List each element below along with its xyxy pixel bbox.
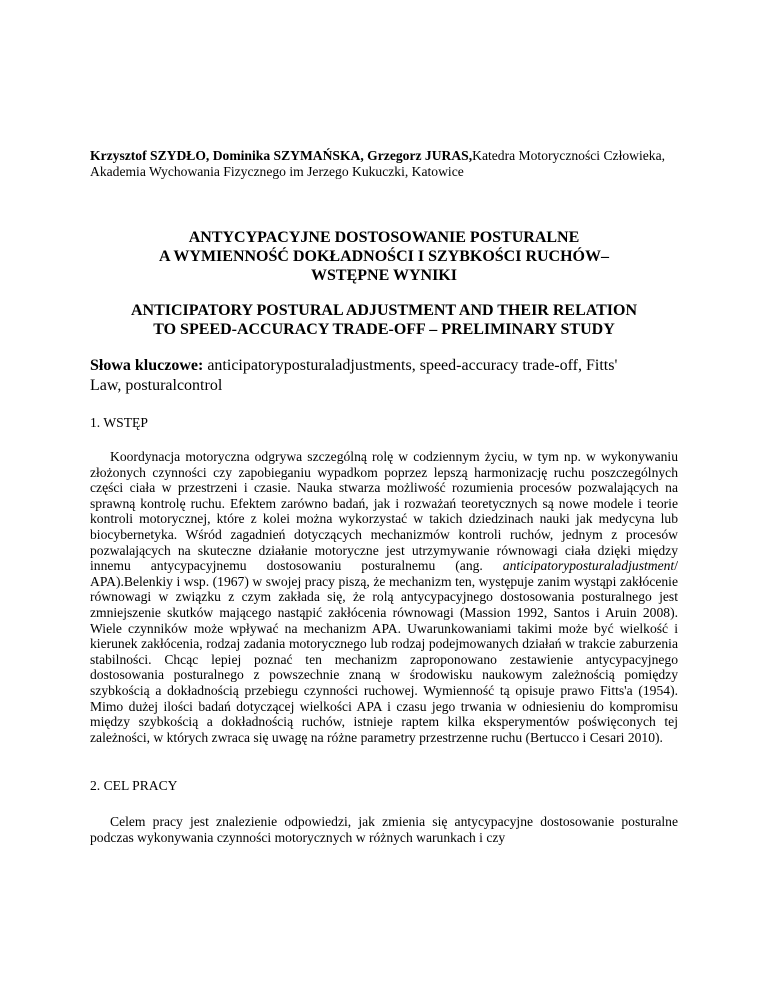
introduction-paragraph [90,449,678,745]
document-page [90,148,678,845]
author-names: Krzysztof SZYDŁO, Dominika SZYMAŃSKA, Grzegorz JURAS, [90,148,473,163]
section-heading-aim: 2. CEL PRACY [90,778,178,794]
aim-paragraph: Celem pracy jest znalezienie odpowiedzi, jak zmienia się antycypacyjne dostosowanie posturalne podczas wykonywania czynności motorycznych w różnych warunkach i czy [90,814,678,845]
title-polish-line-1: ANTYCYPACYJNE DOSTOSOWANIE POSTURALNE [188,229,580,246]
keywords-label: Słowa kluczowe: [90,357,204,374]
introduction-text-1: Koordynacja motoryczna odgrywa szczególną rolę w codziennym życiu, w tym np. w wykonywaniu złożonych czynności czy zapobieganiu wypadkom poprzez lepszą harmonizację ruchu poszczególnych części ciała w przestrzeni i czasie. Nauka stwarza możliwość rozumienia procesów pozwalających na sprawną kontrolę ruchu. Efektem zarówno badań, jak i rozważań teoretycznych są nowe modele i teorie kontroli motorycznej, które z kolei można wykorzystać w takich dziedzinach nauki jak medycyna lub biocybernetyka. Wśród zagadnień dotyczących mechanizmów kontroli ruchów, jednym z procesów pozwalających na skuteczne działanie motoryczne jest utrzymywanie równowagi ciała dzięki między innemu antycypacyjnemu dostosowaniu posturalnemu (ang. [90,449,678,574]
title-english-line-1: ANTICIPATORY POSTURAL ADJUSTMENT AND THEIR RELATION [130,302,638,319]
title-polish-line-2: A WYMIENNOŚĆ DOKŁADNOŚCI I SZYBKOŚCI RUCHÓW– [159,248,609,265]
title-english [90,301,678,339]
keywords-text: anticipatoryposturaladjustments, speed-accuracy trade-off, Fitts' Law, posturalcontrol [90,357,618,394]
introduction-text-2: / APA).Belenkiy i wsp. (1967) w swojej pracy piszą, że mechanizm ten, występuje zanim wystąpi zakłócenie równowagi w związku z czym zakłada się, że rolą antycypacyjnego dostosowania posturalnego jest zmniejszenie skutków mającego nastąpić zakłócenia równowagi (Massion 1992, Santos i Aruin 2008). Wiele czynników może wpływać na mechanizm APA. Uwarunkowaniami takimi może być wielkość i kierunek zakłócenia, rodzaj zadania motorycznego lub rodzaj podejmowanych działań w trakcie zaburzenia stabilności. Chcąc lepiej poznać ten mechanizm zaproponowano zestawienie antycypacyjnego dostosowania posturalnego z powszechnie znaną w środowisku naukowym zależnością pomiędzy szybkością a dokładnością przebiegu czynności ruchowej. Wymienność tą opisuje prawo Fitts'a (1954). Mimo dużej ilości badań dotyczącej wielkości APA i czasu jego trwania w odniesieniu do kompromisu między szybkością a dokładnością ruchów, istnieje raptem kilka eksperymentów poświęconych tej zależności, w których zwraca się uwagę na różne parametry przestrzenne ruchu (Bertucco i Cesari 2010). [90,558,678,745]
title-polish [90,228,678,285]
title-english-line-2: TO SPEED-ACCURACY TRADE-OFF – PRELIMINARY STUDY [153,321,615,338]
author-affiliation [90,148,678,180]
introduction-term-italic: anticipatoryposturaladjustment [502,558,675,574]
keywords [90,356,630,396]
title-polish-line-3: WSTĘPNE WYNIKI [311,267,457,284]
section-heading-introduction: 1. WSTĘP [90,415,148,430]
affiliation: Katedra Motoryczności Człowieka, Akademia Wychowania Fizycznego im Jerzego Kukuczki, Katowice [90,148,666,179]
